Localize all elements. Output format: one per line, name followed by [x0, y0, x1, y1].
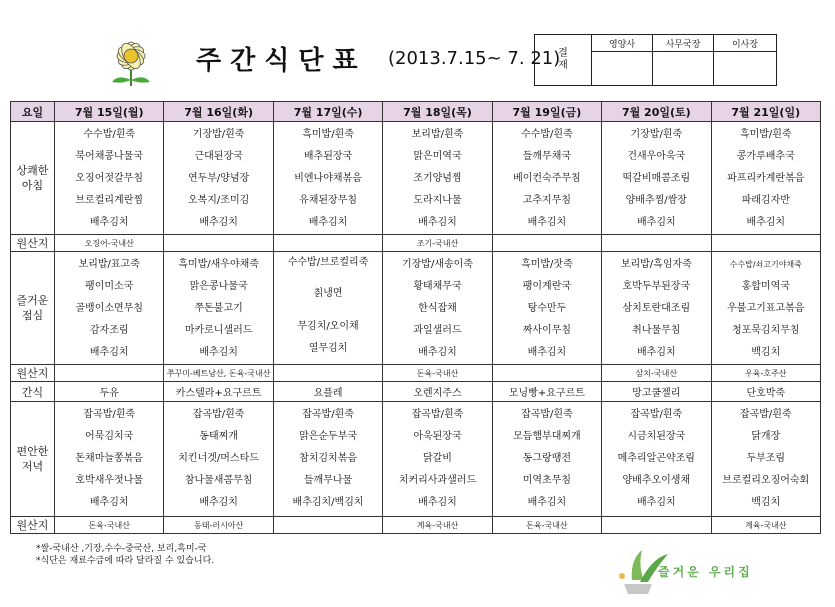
approval-sign-1[interactable] [592, 52, 653, 86]
menu-cell: 잡곡밥/흰죽 닭개장 두부조림 브로컬리오징어숙회 백김치 [711, 402, 820, 517]
snack-cell: 요플레 [273, 382, 382, 402]
origin-cell: 돈육-국내산 [383, 365, 492, 382]
origin-cell [602, 235, 711, 252]
menu-cell: 흑미밥/새우야채죽 맑은콩나물국 쭈돈불고기 마카로니샐러드 배추김치 [164, 252, 273, 365]
footnote: *식단은 재료수급에 따라 달라질 수 있습니다. [36, 556, 215, 566]
origin-cell: 계육-국내산 [383, 517, 492, 534]
snack-cell: 카스텔라+요구르트 [164, 382, 273, 402]
origin-label: 원산지 [11, 517, 55, 534]
meal-label-lunch: 즐거운 점심 [11, 252, 55, 365]
origin-cell: 우육-호주산 [711, 365, 820, 382]
day-header: 7월 18일(목) [383, 102, 492, 122]
approval-label: 결 재 [535, 35, 592, 86]
menu-cell: 흑미밥/흰죽 배추된장국 비엔나야채볶음 유채된장무침 배추김치 [273, 122, 382, 235]
day-header: 7월 19일(금) [492, 102, 601, 122]
footnotes [36, 543, 214, 567]
day-header: 7월 20일(토) [602, 102, 711, 122]
approval-sign-2[interactable] [653, 52, 714, 86]
menu-cell: 기장밥/흰죽 건새우아욱국 떡갈비매콤조림 양배추찜/쌈장 배추김치 [602, 122, 711, 235]
origin-cell [164, 235, 273, 252]
date-range: (2013.7.15~ 7. 21) [388, 48, 561, 69]
day-header: 7월 21일(일) [711, 102, 820, 122]
origin-cell [273, 235, 382, 252]
snack-cell: 오렌지주스 [383, 382, 492, 402]
approval-role-nutritionist: 영양사 [592, 35, 653, 52]
menu-cell: 잡곡밥/흰죽 동태찌개 치킨너겟/머스타드 참나물새콤무침 배추김치 [164, 402, 273, 517]
origin-label: 원산지 [11, 235, 55, 252]
menu-cell: 잡곡밥/흰죽 맑은순두부국 참치김치볶음 들깨무나물 배추김치/백김치 [273, 402, 382, 517]
origin-cell [492, 365, 601, 382]
approval-sign-3[interactable] [714, 52, 777, 86]
menu-cell: 보리밥/표고죽 팽이미소국 골뱅이소면무침 감자조림 배추김치 [55, 252, 164, 365]
origin-cell [273, 517, 382, 534]
menu-cell: 흑미밥/흰죽 콩가루배추국 파프리카계란볶음 파래김자반 배추김치 [711, 122, 820, 235]
snack-cell: 두유 [55, 382, 164, 402]
menu-cell: 보리밥/흑임자죽 호박두부된장국 삼치토란대조림 취나물무침 배추김치 [602, 252, 711, 365]
day-header: 7월 15일(월) [55, 102, 164, 122]
meal-label-dinner: 편안한 저녁 [11, 402, 55, 517]
menu-cell: 흑미밥/잣죽 팽이계란국 탕수만두 짜사이무침 배추김치 [492, 252, 601, 365]
flower-logo [88, 36, 174, 86]
origin-cell: 돈육-국내산 [55, 517, 164, 534]
approval-role-director: 이사장 [714, 35, 777, 52]
footnote: *쌀-국내산 ,기장,수수-중국산, 보리,흑미-국 [36, 544, 207, 554]
origin-cell [711, 235, 820, 252]
origin-cell: 오징어-국내산 [55, 235, 164, 252]
origin-cell: 동태-러시아산 [164, 517, 273, 534]
approval-box [534, 34, 777, 86]
menu-cell: 잡곡밥/흰죽 시금치된장국 메추리알곤약조림 양배추오이생채 배추김치 [602, 402, 711, 517]
origin-label: 원산지 [11, 365, 55, 382]
menu-cell: 잡곡밥/흰죽 어묵김치국 돈채마늘쫑볶음 호박새우젓나물 배추김치 [55, 402, 164, 517]
menu-cell: 보리밥/흰죽 맑은미역국 조기양념찜 도라지나물 배추김치 [383, 122, 492, 235]
menu-cell: 기장밥/흰죽 근대된장국 연두부/양념장 오복지/조미김 배추김치 [164, 122, 273, 235]
menu-cell: 수수밥/쇠고기야채죽 홍합미역국 우불고기표고볶음 청포묵김치무침 백김치 [711, 252, 820, 365]
meal-label-breakfast: 상쾌한 아침 [11, 122, 55, 235]
menu-cell: 잡곡밥/흰죽 모듬햄부대찌개 동그랑땡전 미역초무침 배추김치 [492, 402, 601, 517]
origin-cell [602, 517, 711, 534]
day-header: 7월 17일(수) [273, 102, 382, 122]
header-corner: 요일 [11, 102, 55, 122]
logo-text: 즐거운 우리집 [658, 565, 753, 579]
origin-cell [492, 235, 601, 252]
origin-cell [55, 365, 164, 382]
origin-cell: 돈육-국내산 [492, 517, 601, 534]
day-header: 7월 16일(화) [164, 102, 273, 122]
menu-cell: 수수밥/흰죽 들깨무채국 베이컨숙주무침 고추지무침 배추김치 [492, 122, 601, 235]
origin-cell: 계육-국내산 [711, 517, 820, 534]
menu-cell: 기장밥/새송이죽 황태채무국 한식잡채 과일샐러드 배추김치 [383, 252, 492, 365]
meal-label-snack: 간식 [11, 382, 55, 402]
page-title: 주간식단표 [196, 46, 367, 76]
approval-role-manager: 사무국장 [653, 35, 714, 52]
origin-cell [273, 365, 382, 382]
snack-cell: 모닝빵+요구르트 [492, 382, 601, 402]
snack-cell: 망고쿨젤리 [602, 382, 711, 402]
menu-cell: 잡곡밥/흰죽 아욱된장국 닭갈비 치커리사과샐러드 배추김치 [383, 402, 492, 517]
weekly-menu-table [10, 101, 821, 534]
origin-cell: 조기-국내산 [383, 235, 492, 252]
snack-cell: 단호박죽 [711, 382, 820, 402]
origin-cell: 쭈꾸미-베트남산, 돈육-국내산 [164, 365, 273, 382]
menu-cell: 수수밥/흰죽 북어채콩나물국 오징어젓갈무침 브로컬리계란찜 배추김치 [55, 122, 164, 235]
menu-cell: 수수밥/브로컬리죽 칡냉면 무김치/오이채 열무김치 [273, 252, 382, 365]
origin-cell: 삼치-국내산 [602, 365, 711, 382]
